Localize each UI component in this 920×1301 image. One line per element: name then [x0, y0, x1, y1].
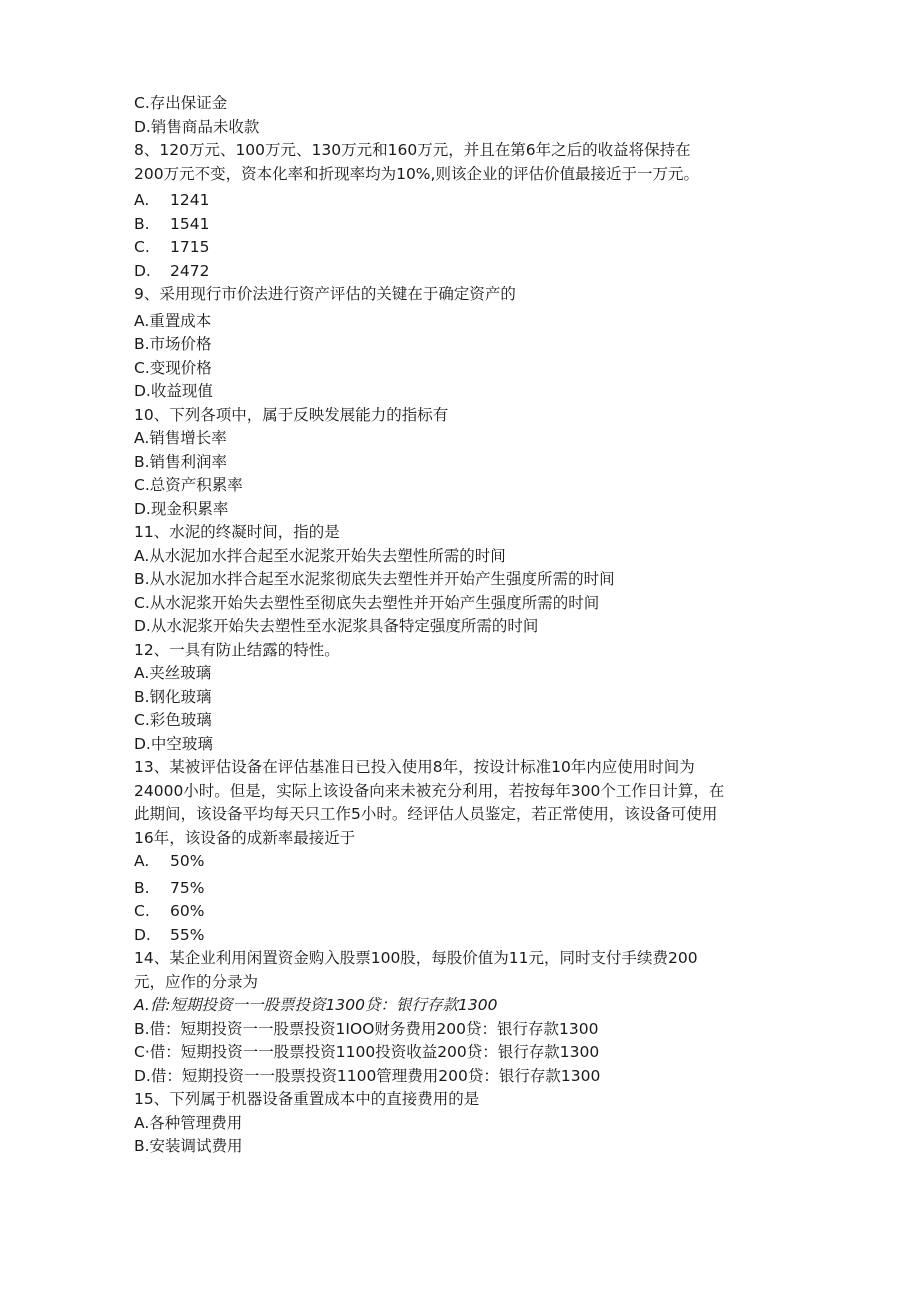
question-text: 12、一具有防止结露的特性。 — [134, 640, 340, 659]
option-value: 1241 — [170, 191, 210, 209]
question-text: 15、下列属于机器设备重置成本中的直接费用的是 — [134, 1090, 480, 1108]
option-line — [134, 900, 794, 924]
option-value: 2472 — [170, 261, 210, 280]
text-line: A.重置成本 — [134, 311, 212, 330]
option-value: 60% — [170, 902, 205, 920]
question-text: 9、采用现行市价法进行资产评估的关键在于确定资产的 — [134, 285, 516, 303]
text-line: D.销售商品未收款 — [134, 117, 260, 136]
text-line: D.中空玻璃 — [134, 734, 213, 753]
option-label: A. — [134, 191, 150, 209]
question-text: 8、120万元、100万元、130万元和160万元，并且在第6年之后的收益将保持在 — [134, 141, 691, 159]
option-line — [134, 924, 794, 948]
text-line: C.存出保证金 — [134, 94, 228, 112]
option-value: 75% — [170, 878, 205, 897]
option-label: B. — [134, 214, 150, 233]
option-line — [134, 213, 794, 237]
option-label: D. — [134, 925, 151, 944]
question-text: 11、水泥的终凝时间，指的是 — [134, 523, 340, 541]
question-text: 13、某被评估设备在评估基准日已投入使用8年，按设计标准10年内应使用时间为 — [134, 758, 695, 776]
option-label: C. — [134, 902, 150, 920]
option-value: 1715 — [170, 238, 210, 256]
text-line: C.从水泥浆开始失去塑性至彻底失去塑性并开始产生强度所需的时间 — [134, 593, 600, 612]
option-line — [134, 877, 794, 901]
option-value: 50% — [170, 852, 205, 870]
text-line: B.钢化玻璃 — [134, 687, 212, 706]
option-label: C. — [134, 238, 150, 256]
text-line: A.从水泥加水拌合起至水泥浆开始失去塑性所需的时间 — [134, 546, 506, 565]
document-page — [134, 92, 794, 1159]
text-line: B.从水泥加水拌合起至水泥浆彻底失去塑性并开始产生强度所需的时间 — [134, 570, 615, 588]
text-line: C.彩色玻璃 — [134, 711, 212, 729]
text-line: C.总资产积累率 — [134, 476, 243, 494]
option-line — [134, 260, 794, 284]
option-label: A. — [134, 852, 150, 870]
option-line — [134, 850, 794, 874]
option-value: 1541 — [170, 214, 210, 233]
text-line: 此期间，该设备平均每天只工作5小时。经评估人员鉴定，若正常使用，该设备可使用 — [134, 805, 718, 823]
text-line: B.市场价格 — [134, 335, 212, 353]
text-line: C·借：短期投资一一股票投资1100投资收益200贷：银行存款1300 — [134, 1043, 600, 1061]
text-line: A.各种管理费用 — [134, 1113, 243, 1132]
option-value: 55% — [170, 925, 205, 944]
text-line: A.借:短期投资一一股票投资1300贷：银行存款1300 — [134, 996, 498, 1014]
text-line: B.安装调试费用 — [134, 1137, 243, 1155]
text-line: D.收益现值 — [134, 382, 213, 400]
text-line: B.销售利润率 — [134, 452, 228, 471]
text-line: 200万元不变，资本化率和折现率均为10%,则该企业的评估价值最接近于一万元。 — [134, 164, 699, 183]
question-text: 14、某企业利用闲置资金购入股票100股，每股价值为11元，同时支付手续费200 — [134, 949, 698, 967]
question-text: 10、下列各项中，属于反映发展能力的指标有 — [134, 405, 449, 424]
option-line — [134, 236, 794, 260]
text-line: A.销售增长率 — [134, 429, 227, 447]
text-line: 24000小时。但是，实际上该设备向来未被充分利用，若按每年300个工作日计算，在 — [134, 781, 725, 800]
text-line: A.夹丝玻璃 — [134, 664, 212, 682]
text-line: B.借：短期投资一一股票投资1IOO财务费用200贷：银行存款1300 — [134, 1019, 599, 1038]
text-line: D.现金积累率 — [134, 499, 229, 518]
option-label: D. — [134, 261, 151, 280]
option-line — [134, 189, 794, 213]
text-line: C.变现价格 — [134, 358, 212, 377]
text-line: D.从水泥浆开始失去塑性至水泥浆具备特定强度所需的时间 — [134, 617, 539, 635]
text-line: 16年，该设备的成新率最接近于 — [134, 828, 356, 847]
text-line: D.借：短期投资一一股票投资1100管理费用200贷：银行存款1300 — [134, 1066, 601, 1085]
option-label: B. — [134, 878, 150, 897]
text-line: 元，应作的分录为 — [134, 972, 259, 991]
